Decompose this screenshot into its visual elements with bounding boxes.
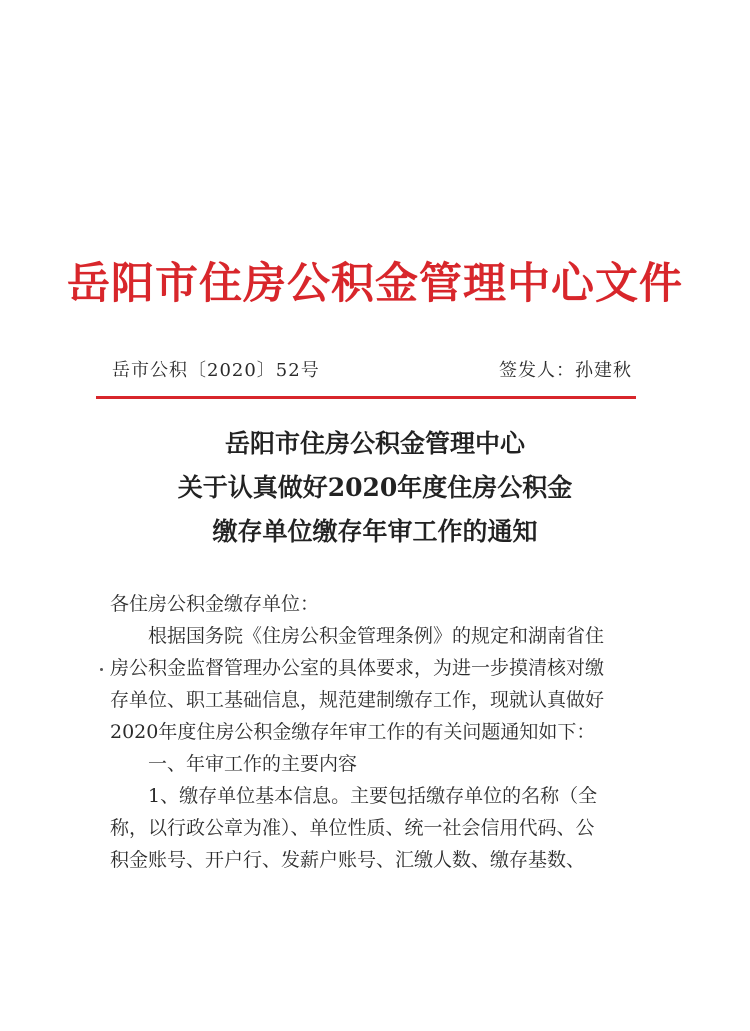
red-divider-line [96, 396, 636, 399]
section-heading: 一、年审工作的主要内容 [148, 753, 358, 775]
document-masthead: 岳阳市住房公积金管理中心文件 [67, 259, 683, 309]
document-body [110, 588, 610, 876]
salutation: 各住房公积金缴存单位： [110, 593, 320, 615]
document-number: 岳市公积〔2020〕52号 [112, 360, 320, 381]
signer-label: 签发人：孙建秋 [499, 360, 632, 381]
body-paragraph: 根据国务院《住房公积金管理条例》的规定和湖南省住房公积金监督管理办公室的具体要求，为进一步摸清核对缴存单位、职工基础信息，规范建制缴存工作，现就认真做好2020年度住房公积金缴存年审工作的有关问题通知如下： [110, 625, 605, 743]
scan-speck [100, 668, 103, 671]
list-item: 1、缴存单位基本信息。主要包括缴存单位的名称（全称，以行政公章为准）、单位性质、统一社会信用代码、公积金账号、开户行、发薪户账号、汇缴人数、缴存基数、 [110, 785, 598, 871]
document-title-line-3: 缴存单位缴存年审工作的通知 [212, 517, 538, 546]
document-title-line-2: 关于认真做好2020年度住房公积金 [177, 473, 573, 502]
document-title-line-1: 岳阳市住房公积金管理中心 [224, 429, 525, 458]
